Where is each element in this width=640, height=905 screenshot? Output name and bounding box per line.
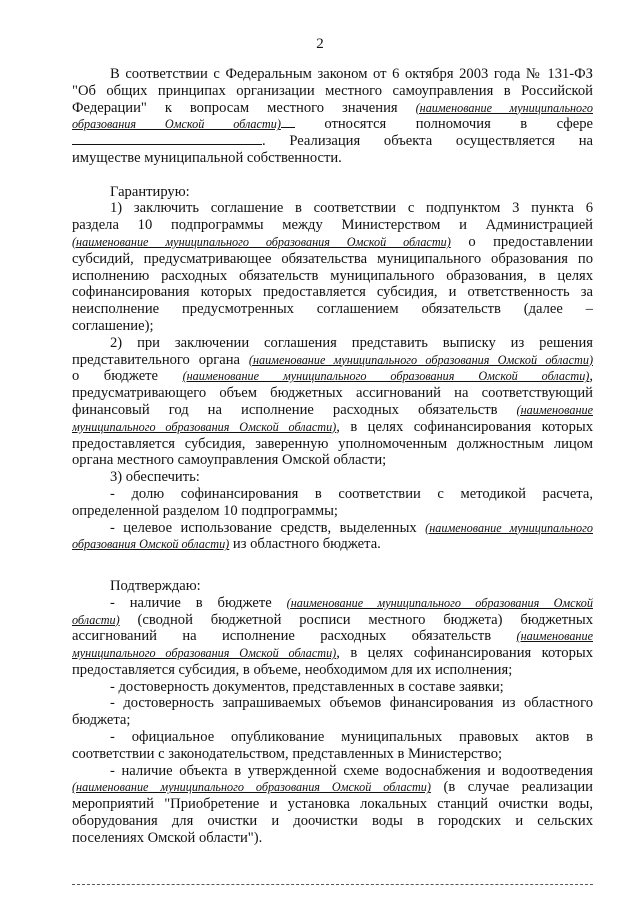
section-heading: Подтверждаю:: [110, 577, 201, 594]
text-line: - наличие объекта в утвержденной схеме водоснабжения и водоотведения: [110, 762, 593, 779]
text-line: мероприятий "Приобретение и установка локальных станций очистки воды,: [72, 796, 593, 813]
placeholder-municipality: (наименование муниципального образования Омской области): [72, 780, 431, 795]
text-line: раздела 10 подпрограммы между Министерством и Администрацией: [72, 217, 593, 234]
guarantee-section: [72, 184, 593, 554]
text-line: - наличие в бюджете (наименование муниципального образования Омской: [110, 594, 593, 611]
guarantee-item-3: [72, 469, 593, 553]
placeholder-municipality: (наименование: [516, 629, 593, 644]
placeholder-municipality: (наименование муниципального образования Омской области): [72, 234, 451, 249]
confirm-item-funding: [72, 695, 593, 729]
placeholder-municipality: образования Омской области): [72, 117, 281, 132]
confirm-item-water-scheme: [72, 763, 593, 847]
text-line: - достоверность запрашиваемых объемов финансирования из областного: [110, 695, 593, 712]
placeholder-municipality: (наименование муниципального образования Омской: [286, 595, 593, 610]
section-heading: Гарантирую:: [110, 183, 190, 200]
text-line: образования Омской области) относятся полномочия в сфере: [72, 116, 593, 133]
guarantee-item-1: [72, 200, 593, 334]
guarantee-item-2: [72, 335, 593, 469]
text-line: - долю софинансирования в соответствии с методикой расчета,: [110, 485, 593, 502]
confirm-item-publication: [72, 729, 593, 763]
confirm-item-documents: - достоверность документов, представленных в составе заявки;: [110, 678, 504, 695]
confirm-section: [72, 578, 593, 847]
placeholder-municipality: области): [72, 612, 120, 627]
text-line: предоставляется субсидия, заверенную уполномоченным должностным лицом: [72, 435, 593, 452]
intro-paragraph: [72, 66, 593, 167]
placeholder-municipality: образования Омской области): [72, 537, 230, 552]
text-line: области) (сводной бюджетной росписи местного бюджета) бюджетных: [72, 611, 593, 628]
text-line: соответствии с законодательством, представленных в Министерство;: [72, 745, 503, 762]
placeholder-municipality: (наименование: [516, 402, 593, 417]
placeholder-municipality: (наименование муниципального: [415, 100, 593, 115]
document-body: [72, 66, 593, 847]
placeholder-municipality: муниципального образования Омской области): [72, 646, 337, 661]
blank-field: [72, 144, 262, 145]
text-line: субсидий, предусматривающее обязательства муниципального образования по: [72, 250, 593, 267]
text-line: муниципального образования Омской области), в целях софинансирования которых: [72, 645, 593, 662]
text-line: - целевое использование средств, выделенных (наименование муниципального: [110, 519, 593, 536]
text-line: соглашение);: [72, 317, 154, 334]
placeholder-municipality: (наименование муниципального: [425, 520, 593, 535]
text-line: муниципального образования Омской области), в целях софинансирования которых: [72, 418, 593, 435]
text-line: предусматривающего объем бюджетных ассигнований на соответствующий: [72, 385, 593, 402]
text-line: ассигнований на исполнение расходных обязательств (наименование: [72, 628, 593, 645]
text-line: 2) при заключении соглашения представить выписку из решения: [110, 334, 593, 351]
placeholder-municipality: муниципального образования Омской области): [72, 419, 337, 434]
text-line: финансовый год на исполнение расходных обязательств (наименование: [72, 401, 593, 418]
text-line: софинансирования которых предоставляется субсидия, и ответственность за: [72, 284, 593, 301]
text-line: В соответствии с Федеральным законом от 6 октября 2003 года № 131-ФЗ: [110, 66, 593, 82]
text-line: (наименование муниципального образования Омской области) (в случае реализации: [72, 779, 593, 796]
footer-divider: [72, 884, 593, 885]
text-line: . Реализация объекта осуществляется на: [72, 133, 593, 150]
placeholder-municipality: (наименование муниципального образования Омской области): [248, 352, 593, 367]
text-line: - официальное опубликование муниципальных правовых актов в: [110, 729, 593, 746]
text-line: бюджета;: [72, 712, 131, 729]
text-line: исполнению расходных обязательств муниципального образования, в целях: [72, 267, 593, 284]
text-line: имуществе муниципальной собственности.: [72, 149, 342, 166]
confirm-item-budget: [72, 595, 593, 679]
text-line: неисполнение предусмотренных соглашением обязательств (далее –: [72, 301, 593, 318]
text-line: (наименование муниципального образования Омской области) о предоставлении: [72, 233, 593, 250]
text-line: о бюджете (наименование муниципального образования Омской области),: [72, 368, 593, 385]
text-line: "Об общих принципах организации местного самоуправления в Российской: [72, 82, 593, 99]
text-line: 1) заключить соглашение в соответствии с подпунктом 3 пункта 6: [110, 200, 593, 217]
text-line: органа местного самоуправления Омской области;: [72, 452, 387, 469]
text-line: оборудования для очистки и доочистки воды в городских и сельских: [72, 813, 593, 830]
placeholder-municipality: (наименование муниципального образования Омской области): [182, 369, 590, 384]
text-line: 3) обеспечить:: [110, 469, 200, 486]
text-line: представительного органа (наименование муниципального образования Омской области): [72, 351, 593, 368]
text-line: определенной разделом 10 подпрограммы;: [72, 502, 338, 519]
text-line: предоставляется субсидия, в объеме, необходимом для их исполнения;: [72, 661, 513, 678]
page-number: 2: [316, 36, 324, 52]
text-line: Федерации" к вопросам местного значения (наименование муниципального: [72, 99, 593, 116]
blank-field: [281, 127, 295, 128]
text-line: поселениях Омской области").: [72, 829, 263, 846]
text-line: образования Омской области) из областного бюджета.: [72, 536, 381, 553]
